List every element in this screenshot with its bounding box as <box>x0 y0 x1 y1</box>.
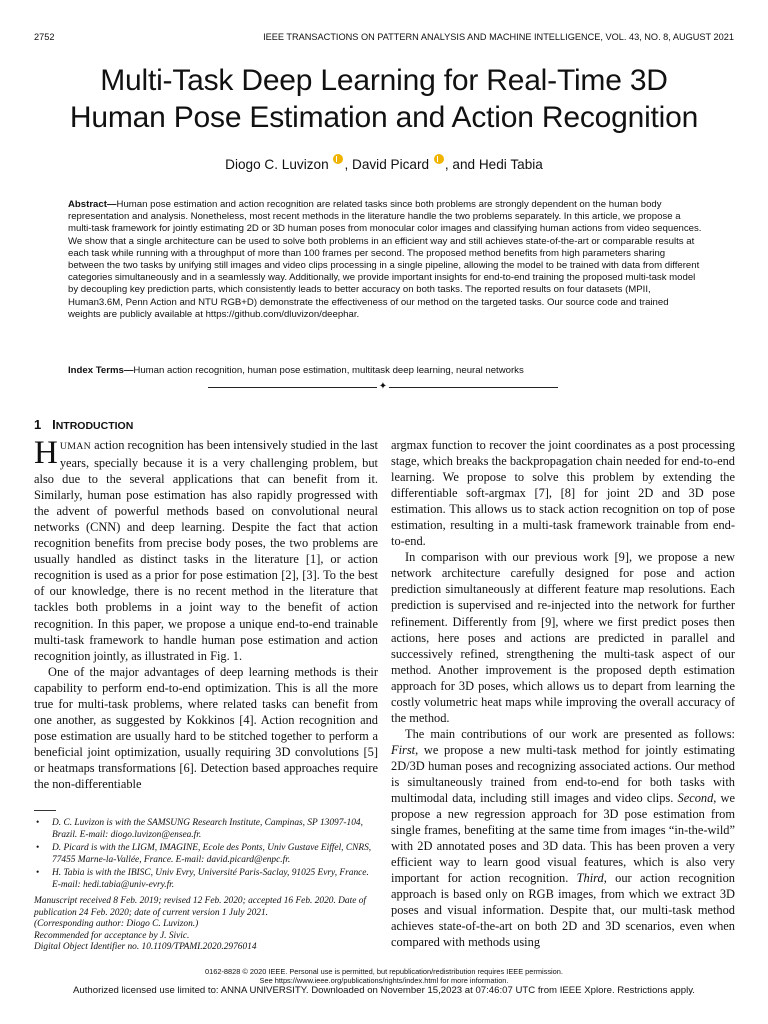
manuscript-info <box>34 896 378 954</box>
orcid-icon[interactable] <box>434 154 444 164</box>
running-header <box>34 32 734 44</box>
recommended-by: Recommended for acceptance by J. Sivic. <box>34 930 190 941</box>
paper-title <box>20 62 748 136</box>
footnote-item: • D. Picard is with the LIGM, IMAGINE, Ecole des Ponts, Univ Gustave Eiffel, CNRS, 77455 Marne-la-Vallée, France. E-mail: david.picard@enpc.fr. <box>34 843 378 866</box>
body-column-left <box>34 437 378 792</box>
journal-name: IEEE TRANSACTIONS ON PATTERN ANALYSIS AND MACHINE INTELLIGENCE, VOL. 43, NO. 8, AUGUST 2021 <box>263 32 734 42</box>
section-heading <box>34 417 133 432</box>
emphasis: First <box>391 742 416 757</box>
footnote-rule <box>34 810 56 811</box>
rights-link[interactable]: See https://www.ieee.org/publications/rights/index.html for more information. <box>259 976 509 985</box>
copyright-line: 0162-8828 © 2020 IEEE. Personal use is permitted, but republication/redistribution requires IEEE permission. <box>205 967 563 976</box>
abstract-dash: — <box>106 199 117 210</box>
paragraph: One of the major advantages of deep learning methods is their capability to perform end-to-end optimization. This is all the more true for multi-task problems, where related tasks can benefit from one another, as suggested by Kokkinos [4]. Action recognition and pose estimation are usually hard to be stitched together to perform a beneficial joint optimization, usually requiring 3D convolutions [5] or heatmaps transformations [6]. Detection based approaches require the non-differentiable <box>34 664 378 791</box>
drop-cap: H <box>34 435 58 471</box>
page-number: 2752 <box>34 32 55 42</box>
paragraph: argmax function to recover the joint coordinates as a post processing stage, which breaks the backpropagation chain needed for end-to-end learning. We propose to solve this problem by extending the differentiable soft-argmax [7], [8] for joint 2D and 3D pose estimation. This allows us to stack action recognition on top of pose estimation, resulting in a multi-task framework trainable from end-to-end. <box>391 438 735 549</box>
abstract-label: Abstract <box>68 199 107 210</box>
index-terms-dash: — <box>123 365 134 376</box>
section-number: 1 <box>34 417 42 432</box>
emphasis: Second <box>677 791 714 806</box>
author-name: Diogo C. Luvizon <box>225 157 329 172</box>
emphasis: Third <box>576 871 604 886</box>
doi[interactable]: Digital Object Identifier no. 10.1109/TPAMI.2020.2976014 <box>34 942 257 953</box>
paragraph <box>391 726 735 951</box>
index-terms-label: Index Terms <box>68 365 124 376</box>
copyright-notice <box>0 967 768 985</box>
manuscript-dates: Manuscript received 8 Feb. 2019; revised 12 Feb. 2020; accepted 16 Feb. 2020. Date of publication 24 Feb. 2020; date of current version 1 July 2021. <box>34 896 367 918</box>
body-column-right <box>391 437 735 951</box>
author-list <box>0 154 768 172</box>
index-terms <box>68 365 708 377</box>
author-name: David Picard <box>352 157 430 172</box>
abstract <box>68 199 702 321</box>
corresponding-author: (Corresponding author: Diogo C. Luvizon.) <box>34 919 199 930</box>
paragraph-text: , our action recognition approach is based only on RGB images, from which we extract 3D poses and visual information. Despite that, our multi-task method achieves state-of-the-art on both 2D and 3D scenarios, even when compared with methods using <box>391 871 735 950</box>
abstract-text: Human pose estimation and action recognition are related tasks since both problems are strongly dependent on the human body representation and analysis. Nonetheless, most recent methods in the literature handle the two problems separately. In this article, we propose a multi-task framework for jointly estimating 2D or 3D human poses from monocular color images and classifying human actions from video sequences. We show that a single architecture can be used to solve both problems in an efficient way and still achieves state-of-the-art or comparable results at each task while running with a throughput of more than 100 frames per second. The proposed method benefits from high parameters sharing between the two tasks by unifying still images and video clips processing in a single pipeline, allowing the model to be trained with data from different categories simultaneously and in a seamlessly way. Additionally, we provide important insights for end-to-end training the proposed multi-task model by decoupling key prediction parts, which consistently leads to better accuracy on both tasks. The reported results on four datasets (MPII, Human3.6M, Penn Action and NTU RGB+D) demonstrate the effectiveness of our method on the targeted tasks. Our source code and trained weights are publicly available at https://github.com/dluvizon/deephar. <box>68 199 702 320</box>
index-terms-text: Human action recognition, human pose estimation, multitask deep learning, neural networks <box>133 365 524 376</box>
title-line-1: Multi-Task Deep Learning for Real-Time 3D <box>100 64 668 97</box>
footnote-item: • H. Tabia is with the IBISC, Univ Evry, Université Paris-Saclay, 91025 Evry, France. E-mail: hedi.tabia@univ-evry.fr. <box>34 868 378 891</box>
section-title-rest: NTRODUCTION <box>55 420 134 432</box>
paragraph-text: , we propose a new regression approach for 3D pose estimation from single frames, benefiting at the same time from images “in-the-wild” with 2D annotated poses and 3D data. This has been proven a very efficient way to learn good visual features, which is also very important for action recognition. <box>391 791 735 886</box>
author-separator: , <box>344 157 352 172</box>
author-name: Hedi Tabia <box>478 157 543 172</box>
paragraph: In comparison with our previous work [9], we propose a new network architecture carefully designed for pose and action prediction simultaneously at different feature map resolutions. Each prediction is supervised and re-injected into the network for further refinement. Differently from [9], where we first predict poses then actions, here poses and actions are predicted in parallel and successively refined, strengthening the multi-task aspect of our method. Another improvement is the proposed depth estimation approach for 3D poses, which allows us to depart from learning the costly volumetric heat maps while improving the overall accuracy of the method. <box>391 550 735 725</box>
small-caps-word: UMAN <box>59 441 91 452</box>
paragraph-text: action recognition has been intensively studied in the last years, specially because it is a very challenging problem, but also due to the several applications that can benefit from it. Similarly, human pose estimation has also rapidly progressed with the advent of powerful methods based on convolutional neural networks (CNN) and deep learning. Despite the fact that action recognition benefits from precise body poses, the two problems are usually handled as distinct tasks in the literature [1], or action recognition is used as a prior for pose estimation [2], [3]. To the best of our knowledge, there is no recent method in the literature that tackles both problems in a joint way to the benefit of action recognition. In this paper, we propose a unique end-to-end trainable multi-task framework to handle human pose estimation and action recognition jointly, as illustrated in Fig. 1. <box>34 438 378 663</box>
paragraph-text: , we propose a new multi-task method for jointly estimating 2D/3D human poses and recognizing associated actions. Our method is simultaneously trained from end-to-end for both tasks with multimodal data, including still images and video clips. <box>391 742 735 806</box>
paragraph-text: The main contributions of our work are presented as follows: <box>405 726 735 741</box>
diamond-ornament-icon: ✦ <box>378 381 388 392</box>
license-notice: Authorized licensed use limited to: ANNA UNIVERSITY. Downloaded on November 15,2023 at 07:46:07 UTC from IEEE Xplore. Restrictions apply. <box>73 985 695 996</box>
orcid-icon[interactable] <box>333 154 343 164</box>
footnote-item: • D. C. Luvizon is with the SAMSUNG Research Institute, Campinas, SP 13097-104, Brazil. E-mail: diogo.luvizon@ensea.fr. <box>34 818 378 841</box>
paragraph <box>34 437 378 664</box>
author-affiliations <box>34 818 378 894</box>
section-title-initial: I <box>52 417 56 432</box>
title-line-2: Human Pose Estimation and Action Recognition <box>69 101 699 134</box>
author-separator: , and <box>444 157 479 172</box>
